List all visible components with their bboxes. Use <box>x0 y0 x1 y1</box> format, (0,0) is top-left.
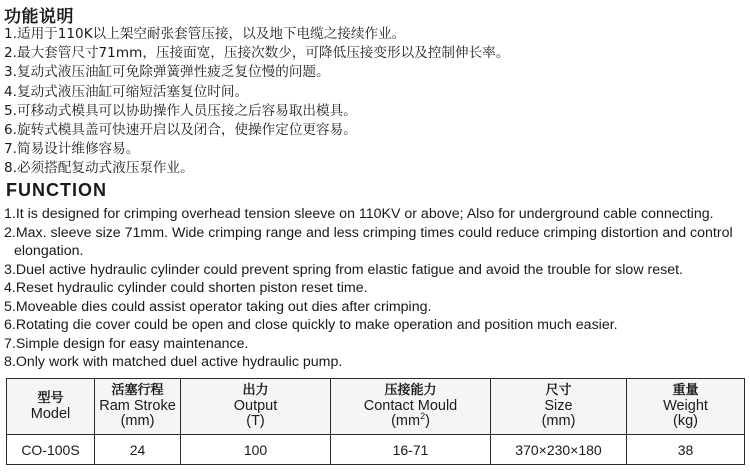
en-function-item <box>4 205 748 224</box>
cell-output: 100 <box>181 435 331 465</box>
en-function-line: 3.Duel active hydraulic cylinder could prevent spring from elastic fatigue and avoid the trouble for slow reset. <box>4 261 683 278</box>
header-en-label: Output <box>233 397 278 414</box>
en-function-item <box>4 353 748 372</box>
header-unit: (mm) <box>120 413 155 430</box>
header-cn-label: 重量 <box>672 383 699 399</box>
header-en-label: Contact Mould <box>363 397 458 414</box>
header-unit: (T) <box>246 413 265 430</box>
header-unit-close: ) <box>425 413 430 430</box>
cn-function-list <box>4 25 509 179</box>
cell-ram-stroke: 24 <box>95 435 181 465</box>
cn-function-item: 3.复动式液压油缸可免除弹簧弹性疲乏复位慢的问题。 <box>4 64 330 81</box>
header-ram-stroke <box>95 379 181 435</box>
header-cn-label: 出力 <box>242 383 269 399</box>
en-function-item <box>4 224 748 261</box>
cn-function-item: 4.复动式液压油缸可缩短活塞复位时间。 <box>4 83 249 100</box>
cn-function-item: 2.最大套管尺寸71mm，压接面宽，压接次数少，可降低压接变形以及控制伸长率。 <box>4 45 510 62</box>
cn-function-item: 8.必须搭配复动式液压泵作业。 <box>4 160 194 177</box>
en-function-title: FUNCTION <box>6 180 107 200</box>
en-function-line: 7.Simple design for easy maintenance. <box>4 335 249 352</box>
table-row <box>7 435 745 465</box>
header-en-label: Model <box>30 405 71 422</box>
header-unit-base: (mm <box>391 413 421 430</box>
en-function-line: 2.Max. sleeve size 71mm. Wide crimping range and less crimping times could reduce crimping distortion and control <box>4 224 733 241</box>
header-contact-mould <box>331 379 491 435</box>
spec-header-row <box>7 379 745 435</box>
en-function-line: 6.Rotating die cover could be open and close quickly to make operation and position much easier. <box>4 317 618 333</box>
header-output <box>181 379 331 435</box>
cn-function-item: 1.适用于110K以上架空耐张套管压接，以及地下电缆之接续作业。 <box>4 26 406 42</box>
cell-size: 370×230×180 <box>491 435 627 465</box>
en-function-line: 1.It is designed for crimping overhead tension sleeve on 110KV or above; Also for underground cable connecting. <box>4 206 714 222</box>
header-cn-label: 压接能力 <box>384 383 437 399</box>
spec-table <box>6 378 745 465</box>
en-function-item <box>4 335 748 354</box>
en-function-item <box>4 279 748 298</box>
header-en-label: Ram Stroke <box>99 397 176 414</box>
en-function-item <box>4 298 748 317</box>
cn-function-item: 6.旋转式模具盖可快速开启以及闭合，使操作定位更容易。 <box>4 122 357 139</box>
header-unit <box>331 411 490 430</box>
cell-model: CO-100S <box>7 435 95 465</box>
header-unit: (kg) <box>673 413 698 430</box>
en-function-line: 8.Only work with matched duel active hydraulic pump. <box>4 354 343 370</box>
cell-contact-mould: 16-71 <box>331 435 491 465</box>
en-function-continuation: elongation. <box>14 243 84 259</box>
en-function-line: 4.Reset hydraulic cylinder could shorten piston reset time. <box>4 280 368 296</box>
cell-weight: 38 <box>627 435 745 465</box>
header-cn-label: 活塞行程 <box>111 383 164 399</box>
header-cn-label: 尺寸 <box>545 383 572 399</box>
en-function-item <box>4 261 748 280</box>
header-unit: (mm) <box>541 413 576 430</box>
header-en-label: Weight <box>663 397 708 414</box>
cn-function-item: 7.简易设计维修容易。 <box>4 141 140 158</box>
header-model <box>7 379 95 435</box>
header-cn-label: 型号 <box>37 391 64 406</box>
en-function-list <box>4 205 748 372</box>
header-weight <box>627 379 745 435</box>
en-function-line: 5.Moveable dies could assist operator taking out dies after crimping. <box>4 298 432 315</box>
en-function-item <box>4 316 748 335</box>
header-unit-superscript: 2 <box>420 411 426 422</box>
cn-function-item: 5.可移动式模具可以协助操作人员压接之后容易取出模具。 <box>4 102 357 119</box>
cn-function-title: 功能说明 <box>4 7 74 27</box>
header-size <box>491 379 627 435</box>
header-en-label: Size <box>544 397 573 414</box>
